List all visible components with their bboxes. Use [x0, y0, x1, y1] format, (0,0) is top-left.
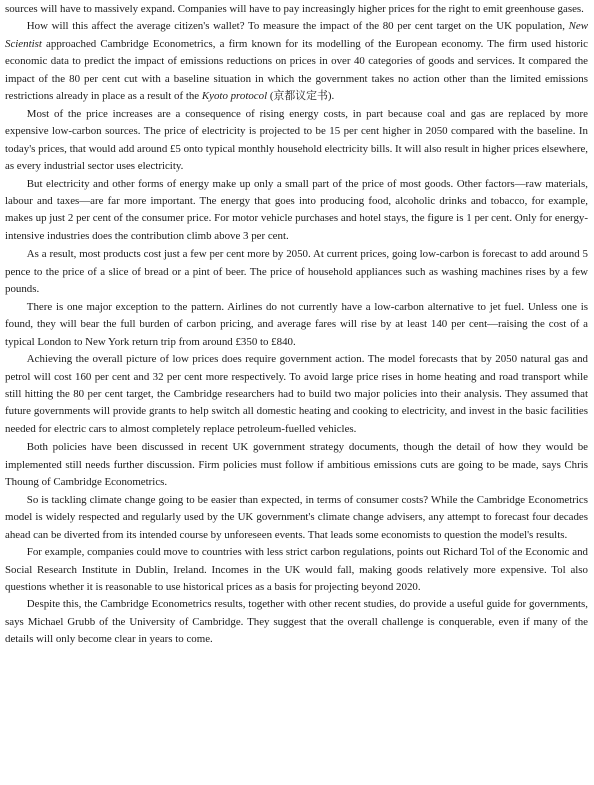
paragraph-airlines: There is one major exception to the pattern. Airlines do not currently have a low-carbon alternative to jet fuel. Unless one is found, they will bear the full burden of carbon pricing, and average fares will rise by at least 140 per cent—raising the cost of a typical London to New York return trip from around £350 to £840.	[5, 300, 588, 348]
treaty-name: Kyoto protocol	[201, 90, 268, 103]
paragraph-government-action: Achieving the overall picture of low prices does require government action. The model forecasts that by 2050 natural gas and petrol will cost 160 per cent and 32 per cent more respectively. To avoid large price rises in home heating and road transport while still hitting the 80 per cent target, the Cambridge researchers had to build two major policies into their analysis. They assumed that future governments will provide grants to help switch all domestic heating and cooking to electricity, and invest in the basic facilities needed for electric cars to almost completely replace petroleum-fuelled vehicles.	[5, 353, 588, 435]
paragraph-text: How will this affect the average citizen's wallet? To measure the impact of the 80 per cent target on the UK population,	[26, 20, 569, 33]
paragraph-energy-costs: Most of the price increases are a consequence of rising energy costs, in part because coal and gas are replaced by more expensive low-carbon sources. The price of electricity is projected to be 15 per cent higher in 2050 compared with the baseline. In today's prices, that would add around £5 onto typical monthly household electricity bills. It will also result in higher prices elsewhere, as every industrial sector uses electricity.	[5, 107, 588, 173]
paragraph-result: As a result, most products cost just a few per cent more by 2050. At current prices, going low-carbon is forecast to add around 5 pence to the price of a slice of bread or a pint of beer. The price of household appliances such as washing machines rises by a few pounds.	[5, 248, 588, 296]
paragraph-text: approached Cambridge Econometrics, a firm known for its modelling of the European economy. The firm used historic economic data to predict the impact of emissions reductions on prices in over 40 categories of goods and services. It compared the impact of the 80 per cent cut with a baseline situation in which the government takes no action other than the limited emissions restrictions already in place as a result of the	[5, 37, 588, 103]
paragraph-forecast-doubts: So is tackling climate change going to be easier than expected, in terms of consumer costs? While the Cambridge Econometrics model is widely respected and regularly used by the UK government's climate change advisers, any attempt to forecast four decades ahead can be diverted from its intended course by unforeseen events. That leads some economists to question the model's results.	[5, 493, 588, 541]
publication-name: New Scientist	[5, 20, 588, 50]
paragraph-other-factors: But electricity and other forms of energy make up only a small part of the price of most goods. Other factors—raw materials, labour and taxes—are far more important. The energy that goes into producing food, alcoholic drinks and tobacco, for example, makes up just 2 per cent of the consumer price. For motor vehicle purchases and hotel stays, the figure is 1 per cent. Only for energy-intensive industries does the contribution climb above 3 per cent.	[5, 177, 588, 242]
paragraph-conclusion: Despite this, the Cambridge Econometrics results, together with other recent studies, do provide a useful guide for governments, says Michael Grubb of the University of Cambridge. They suggest that the overall challenge is conquerable, even if many of the details will only become clear in years to come.	[5, 598, 588, 646]
paragraph-tol-example: For example, companies could move to countries with less strict carbon regulations, points out Richard Tol of the Economic and Social Research Institute in Dublin, Ireland. Incomes in the UK would fall, making goods relatively more expensive. Tol also questions whether it is reasonable to use historical prices as a basis for projecting beyond 2020.	[5, 546, 588, 593]
paragraph-continued: sources will have to massively expand. Companies will have to pay increasingly higher prices for the right to emit greenhouse gases.	[5, 3, 584, 15]
paragraph-text: (京都议定书).	[267, 90, 335, 103]
paragraph-impact-measure	[5, 18, 588, 105]
paragraph-policies: Both policies have been discussed in recent UK government strategy documents, though the detail of how they would be implemented still needs further discussion. Firm policies must follow if ambitious emissions cuts are going to be made, says Chris Thoung of Cambridge Econometrics.	[5, 441, 588, 489]
